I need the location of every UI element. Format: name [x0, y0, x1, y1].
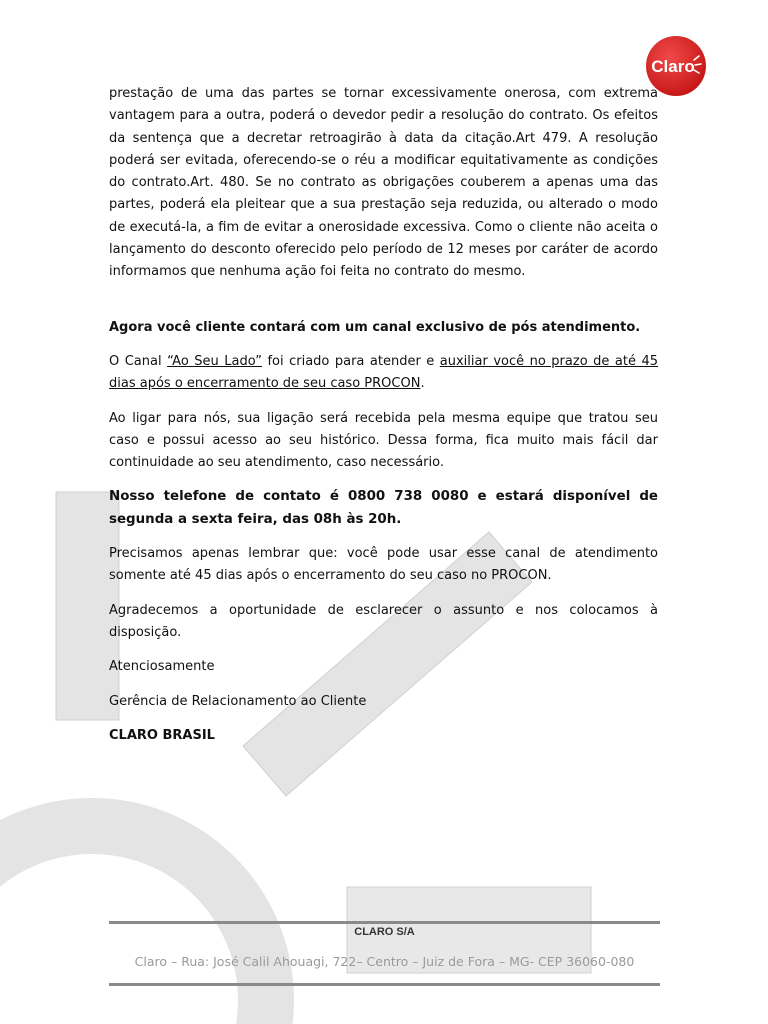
footer-company-name: CLARO S/A: [354, 926, 415, 938]
footer-address: Claro – Rua: José Calil Ahouagi, 722– Centro – Juiz de Fora – MG- CEP 36060-080: [134, 954, 635, 969]
heading-exclusive-channel: Agora você cliente contará com um canal exclusivo de pós atendimento.: [109, 319, 641, 335]
paragraph-history: Ao ligar para nós, sua ligação será recebida pela mesma equipe que tratou seu caso e possui acesso ao seu histórico. Dessa forma, fica muito mais fácil dar continuidade ao seu atendimento, caso necessário.: [109, 410, 658, 471]
footer-bottom-divider: [109, 983, 660, 986]
canal-text-2: foi criado para atender e: [261, 353, 440, 369]
contact-phone-paragraph: Nosso telefone de contato é 0800 738 0080 e estará disponível de segunda a sexta feira, das 08h às 20h.: [109, 489, 658, 527]
paragraph-reminder: Precisamos apenas lembrar que: você pode usar esse canal de atendimento somente até 45 dias após o encerramento do seu caso no PROCON.: [109, 546, 658, 584]
paragraph-thanks: Agradecemos a oportunidade de esclarecer o assunto e nos colocamos à disposição.: [109, 602, 658, 640]
canal-emphasis: auxiliar você no prazo de até 45 dias após o encerramento de seu caso PROCON: [109, 353, 658, 392]
paragraph-legal: prestação de uma das partes se tornar excessivamente onerosa, com extrema vantagem para a outra, poderá o devedor pedir a resolução do contrato. Os efeitos da sentença que a decretar retroagirão à data da citação.Art 479. A resolução poderá ser evitada, oferecendo-se o réu a modificar equitativamente as condições do contrato.Art. 480. Se no contrato as obrigações couberem a apenas uma das partes, poderá ela pleitear que a sua prestação seja reduzida, ou alterado o modo de executá-la, a fim de evitar a onerosidade excessiva. Como o cliente não aceita o lançamento do desconto oferecido pelo período de 12 meses por caráter de acordo informamos que nenhuma ação foi feita no contrato do mesmo.: [109, 86, 658, 280]
closing-salutation: Atenciosamente: [109, 659, 215, 675]
department-name: Gerência de Relacionamento ao Cliente: [109, 693, 367, 709]
letter-body: [109, 83, 658, 747]
canal-text-3: .: [420, 376, 425, 392]
canal-name: “Ao Seu Lado”: [167, 353, 262, 369]
watermark-ring: [0, 826, 266, 1024]
logo-text: Claro: [651, 57, 695, 76]
footer-top-divider: [109, 921, 660, 924]
canal-text-1: O Canal: [109, 353, 168, 369]
claro-logo: [644, 34, 708, 98]
signature-company: CLARO BRASIL: [109, 727, 215, 743]
paragraph-canal: [109, 351, 658, 396]
